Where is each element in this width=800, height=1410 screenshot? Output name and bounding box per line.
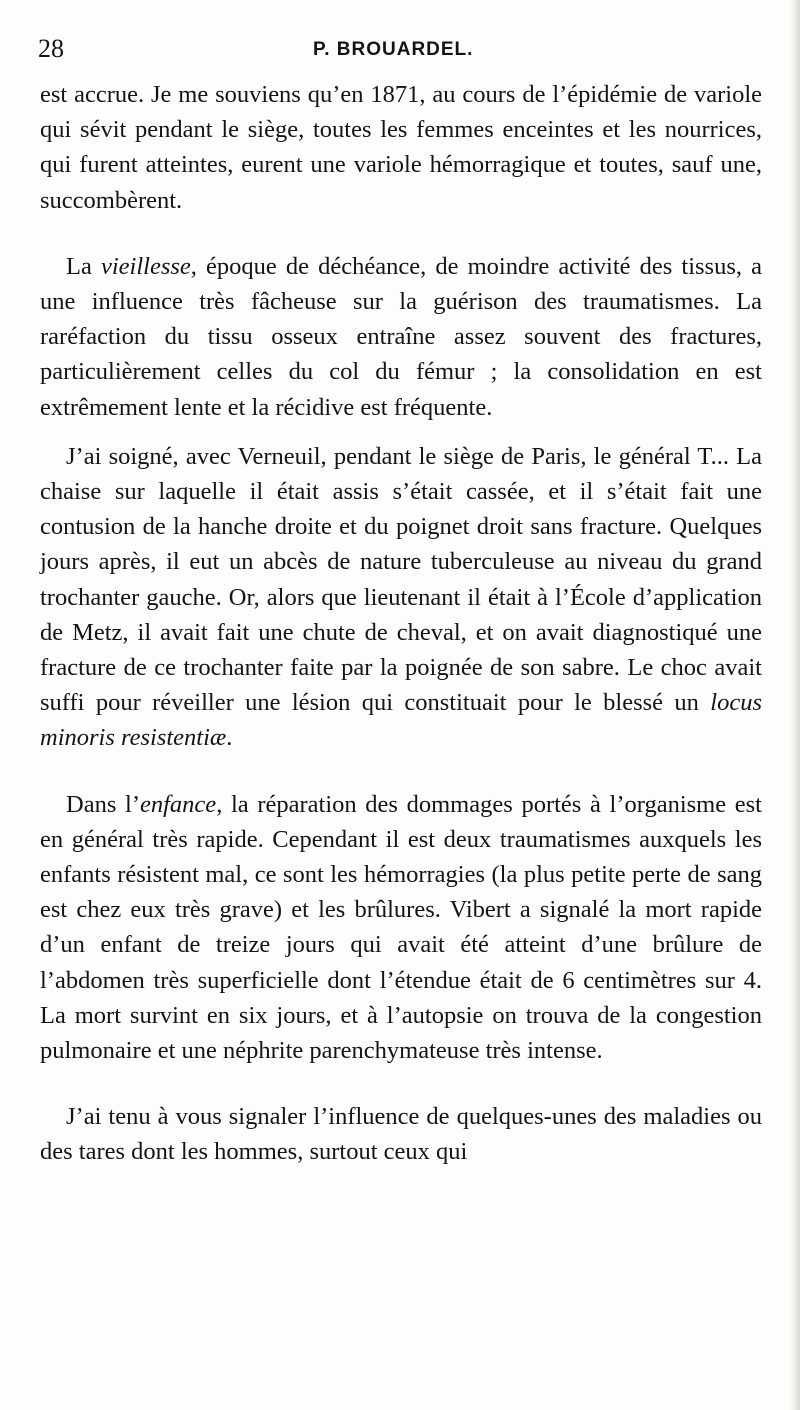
emphasis-locus-minoris: locus minoris resistentiæ bbox=[40, 689, 762, 752]
paragraph-text-after: . bbox=[226, 724, 233, 752]
paragraph-text-before: Dans l’ bbox=[66, 790, 140, 818]
paragraph-text: J’ai tenu à vous signaler l’influence de quelques-unes des maladies ou des tares dont les hommes, surtout ceux qui bbox=[40, 1103, 762, 1166]
paragraph-vieillesse bbox=[40, 249, 762, 425]
body-text bbox=[40, 77, 762, 1170]
paragraph-text-before: La bbox=[66, 252, 101, 280]
paragraph-tares bbox=[40, 1099, 762, 1169]
page-number: 28 bbox=[38, 34, 64, 63]
emphasis-enfance: enfance bbox=[140, 790, 217, 818]
paragraph-text: est accrue. Je me souviens qu’en 1871, au cours de l’épidémie de variole qui sévit pendant le siège, toutes les femmes enceintes et les nourrices, qui furent atteintes, eurent une variole hémorragique et toutes, sauf une, succombèrent. bbox=[40, 81, 762, 214]
paragraph-variole bbox=[40, 77, 762, 218]
paragraph-general-t bbox=[40, 439, 762, 756]
paragraph-text-after: , la réparation des dommages portés à l’organisme est en général très rapide. Cependant il est deux traumatismes auxquels les enfants résistent mal, ce sont les hémorragies (la plus petite perte de sang est chez eux très grave) et les brûlures. Vibert a signalé la mort rapide d’un enfant de treize jours qui avait été atteint d’une brûlure de l’abdomen très superficielle dont l’étendue était de 6 centimètres sur 4. La mort survint en six jours, et à l’autopsie on trouva de la congestion pulmonaire et une néphrite parenchymateuse très intense. bbox=[40, 790, 762, 1065]
page-edge-shadow bbox=[790, 0, 800, 1410]
page-header bbox=[38, 34, 768, 64]
paragraph-enfance bbox=[40, 787, 762, 1069]
running-head-author: P. BROUARDEL. bbox=[313, 39, 474, 60]
emphasis-vieillesse: vieillesse bbox=[100, 252, 191, 280]
paragraph-text-before: J’ai soigné, avec Verneuil, pendant le siège de Paris, le général T... La chaise sur laquelle il était assis s’était cassée, et il s’était fait une contusion de la hanche droite et du poignet droit sans fracture. Quelques jours après, il eut un abcès de nature tuberculeuse au niveau du grand trochanter gauche. Or, alors que lieutenant il était à l’École d’application de Metz, il avait fait une chute de cheval, et on avait diagnostiqué une fracture de ce trochanter faite par la poignée de son sabre. Le choc avait suffi pour réveiller une lésion qui constituait pour le blessé un bbox=[40, 442, 762, 717]
paragraph-text-after: , époque de déchéance, de moindre activité des tissus, a une influence très fâcheuse sur la guérison des traumatismes. La raréfaction du tissu osseux entraîne assez souvent des fractures, particulièrement celles du col du fémur ; la consolidation en est extrêmement lente et la récidive est fréquente. bbox=[40, 252, 762, 421]
